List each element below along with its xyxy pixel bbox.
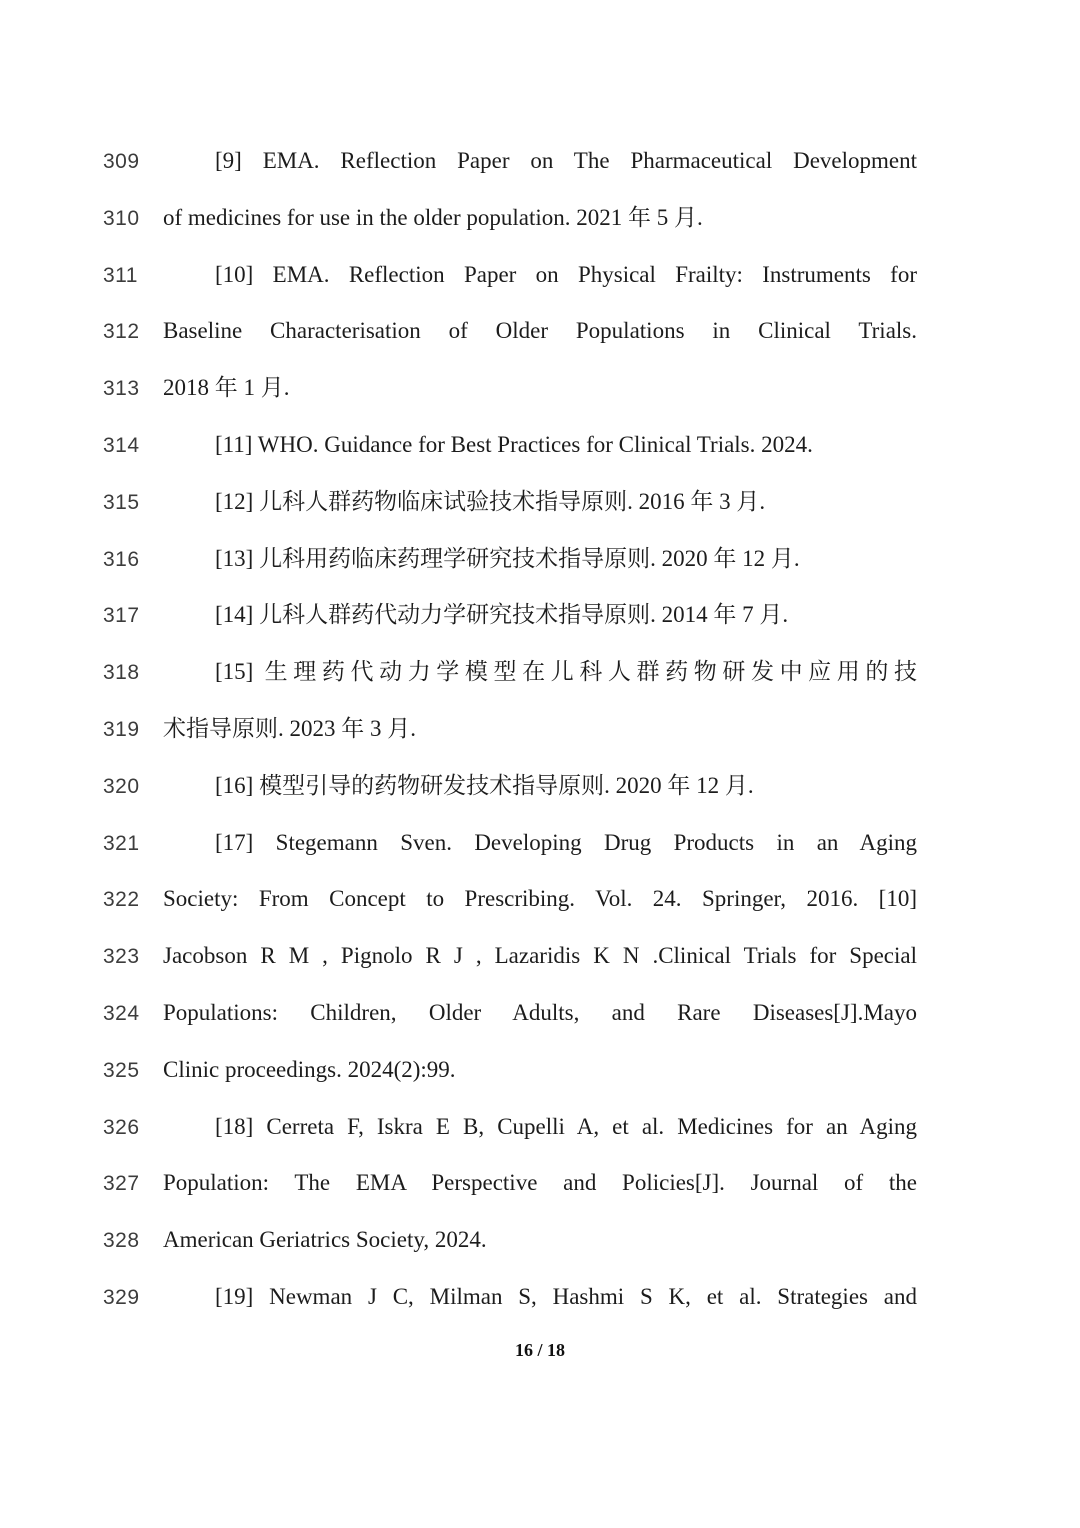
reference-text: [10] EMA. Reflection Paper on Physical Frailty: Instruments for (215, 261, 917, 287)
reference-text: [16] 模型引导的药物研发技术指导原则. 2020 年 12 月. (215, 772, 754, 798)
line-number: 312 (103, 320, 140, 344)
line-number: 327 (103, 1172, 140, 1196)
reference-line (0, 1042, 1080, 1099)
reference-text: Baseline Characterisation of Older Populations in Clinical Trials. (163, 318, 917, 344)
reference-line (0, 587, 1080, 644)
reference-text: [17] Stegemann Sven. Developing Drug Products in an Aging (215, 829, 917, 855)
reference-text: Population: The EMA Perspective and Policies[J]. Journal of the (163, 1170, 917, 1196)
reference-line (0, 871, 1080, 928)
line-number: 325 (103, 1058, 140, 1082)
reference-line (0, 644, 1080, 701)
reference-text: Society: From Concept to Prescribing. Vol. 24. Springer, 2016. [10] (163, 886, 917, 912)
line-number: 317 (103, 604, 140, 628)
line-number: 310 (103, 206, 140, 230)
reference-text: Jacobson R M , Pignolo R J , Lazaridis K N .Clinical Trials for Special (163, 943, 917, 969)
reference-line (0, 815, 1080, 872)
reference-line (0, 928, 1080, 985)
line-number: 322 (103, 888, 140, 912)
page-number: 16 / 18 (514, 1340, 565, 1360)
reference-text: 2018 年 1 月. (163, 375, 290, 401)
line-number: 319 (103, 717, 140, 741)
reference-line (0, 190, 1080, 247)
reference-line (0, 1099, 1080, 1156)
reference-line (0, 303, 1080, 360)
line-number: 321 (103, 831, 140, 855)
reference-text: [9] EMA. Reflection Paper on The Pharmaceutical Development (215, 148, 917, 173)
reference-line (0, 417, 1080, 474)
line-number: 309 (103, 150, 140, 173)
reference-line (0, 701, 1080, 758)
reference-text: Clinic proceedings. 2024(2):99. (163, 1056, 456, 1082)
reference-text: of medicines for use in the older population. 2021 年 5 月. (163, 204, 703, 230)
line-number: 320 (103, 774, 140, 798)
line-number: 329 (103, 1285, 140, 1309)
reference-line (0, 1269, 1080, 1326)
reference-list (0, 133, 1080, 1326)
reference-line (0, 1212, 1080, 1269)
reference-line (0, 360, 1080, 417)
line-number: 311 (103, 263, 138, 287)
reference-line (0, 133, 1080, 190)
line-number: 326 (103, 1115, 140, 1139)
reference-text: [19] Newman J C, Milman S, Hashmi S K, et al. Strategies and (215, 1283, 917, 1309)
reference-text: [11] WHO. Guidance for Best Practices for Clinical Trials. 2024. (215, 431, 813, 457)
reference-text: [14] 儿科人群药代动力学研究技术指导原则. 2014 年 7 月. (215, 602, 789, 628)
reference-text: [12] 儿科人群药物临床试验技术指导原则. 2016 年 3 月. (215, 488, 766, 514)
reference-text: [13] 儿科用药临床药理学研究技术指导原则. 2020 年 12 月. (215, 545, 800, 571)
reference-line (0, 247, 1080, 304)
reference-text: [15] 生理药代动力学模型在儿科人群药物研发中应用的技 (215, 659, 917, 685)
line-number: 323 (103, 945, 140, 969)
reference-text: Populations: Children, Older Adults, and Rare Diseases[J].Mayo (163, 999, 917, 1025)
page-footer (0, 1340, 1080, 1361)
reference-text: [18] Cerreta F, Iskra E B, Cupelli A, et al. Medicines for an Aging (215, 1113, 917, 1139)
line-number: 313 (103, 377, 140, 401)
line-number: 314 (103, 433, 140, 457)
reference-line (0, 1155, 1080, 1212)
line-number: 318 (103, 661, 140, 685)
reference-line (0, 531, 1080, 588)
line-number: 316 (103, 547, 140, 571)
line-number: 328 (103, 1229, 140, 1253)
line-number: 315 (103, 490, 140, 514)
reference-text: American Geriatrics Society, 2024. (163, 1227, 487, 1253)
reference-line (0, 474, 1080, 531)
reference-line (0, 758, 1080, 815)
reference-text: 术指导原则. 2023 年 3 月. (163, 715, 416, 741)
reference-line (0, 985, 1080, 1042)
line-number: 324 (103, 1001, 140, 1025)
